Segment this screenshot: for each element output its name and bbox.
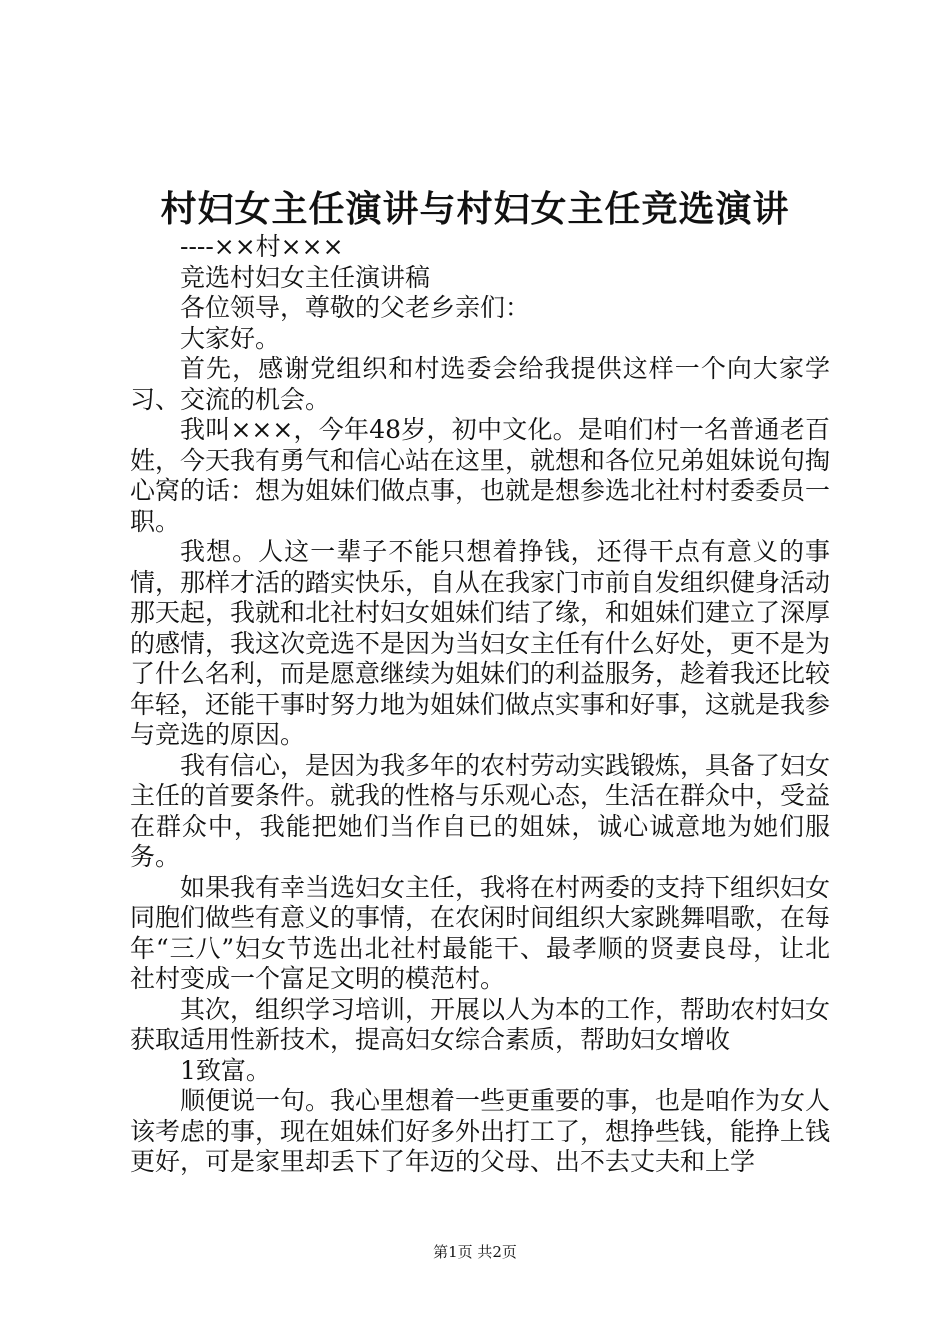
paragraph-author: ----××村×××: [180, 232, 344, 261]
paragraph-thanks: 首先，感谢党组织和村选委会给我提供这样一个向大家学习、交流的机会。: [130, 354, 830, 414]
page-number: 第1页 共2页: [433, 1243, 517, 1261]
paragraph-aside: 顺便说一句。我心里想着一些更重要的事，也是咱作为女人该考虑的事，现在姐妹们好多外出打工了，想挣些钱，能挣上钱更好，可是家里却丢下了年迈的父母、出不去丈夫和上学: [130, 1086, 831, 1176]
paragraph-plan: 如果我有幸当选妇女主任，我将在村两委的支持下组织妇女同胞们做些有意义的事情，在农闲时间组织大家跳舞唱歌，在每年“三八”妇女节选出北社村最能干、最孝顺的贤妻良母，让北社村变成一个富足文明的模范村。: [130, 872, 831, 993]
paragraph-salutation: 各位领导，尊敬的父老乡亲们：: [180, 293, 531, 322]
paragraph-motivation: 我想。人这一辈子不能只想着挣钱，还得干点有意义的事情，那样才活的踏实快乐，自从在我家门市前自发组织健身活动那天起，我就和北社村妇女姐妹们结了缘，和姐妹们建立了深厚的感情，我这次竞选不是因为当妇女主任有什么好处，更不是为了什么名利，而是愿意继续为姐妹们的利益服务，趁着我还比较年轻，还能干事时努力地为姐妹们做点实事和好事，这就是我参与竞选的原因。: [130, 537, 831, 749]
paragraph-greeting: 大家好。: [180, 323, 281, 353]
paragraph-confidence: 我有信心，是因为我多年的农村劳动实践锻炼，具备了妇女主任的首要条件。就我的性格与乐观心态，生活在群众中，受益在群众中，我能把她们当作自已的姐妹，诚心诚意地为她们服务。: [130, 750, 831, 871]
document-title: 村妇女主任演讲与村妇女主任竞选演讲: [160, 188, 790, 230]
paragraph-training: 其次，组织学习培训，开展以人为本的工作，帮助农村妇女获取适用性新技术，提高妇女综合素质，帮助妇女增收: [130, 994, 831, 1054]
paragraph-prosperity: 1致富。: [180, 1055, 271, 1085]
paragraph-introduction: 我叫×××，今年48岁，初中文化。是咱们村一名普通老百姓，今天我有勇气和信心站在这里，就想和各位兄弟姐妹说句掏心窝的话：想为姐妹们做点事，也就是想参选北社村村委委员一职。: [130, 415, 831, 536]
paragraph-subtitle: 竞选村妇女主任演讲稿: [180, 262, 431, 292]
document-body: [130, 232, 830, 1178]
